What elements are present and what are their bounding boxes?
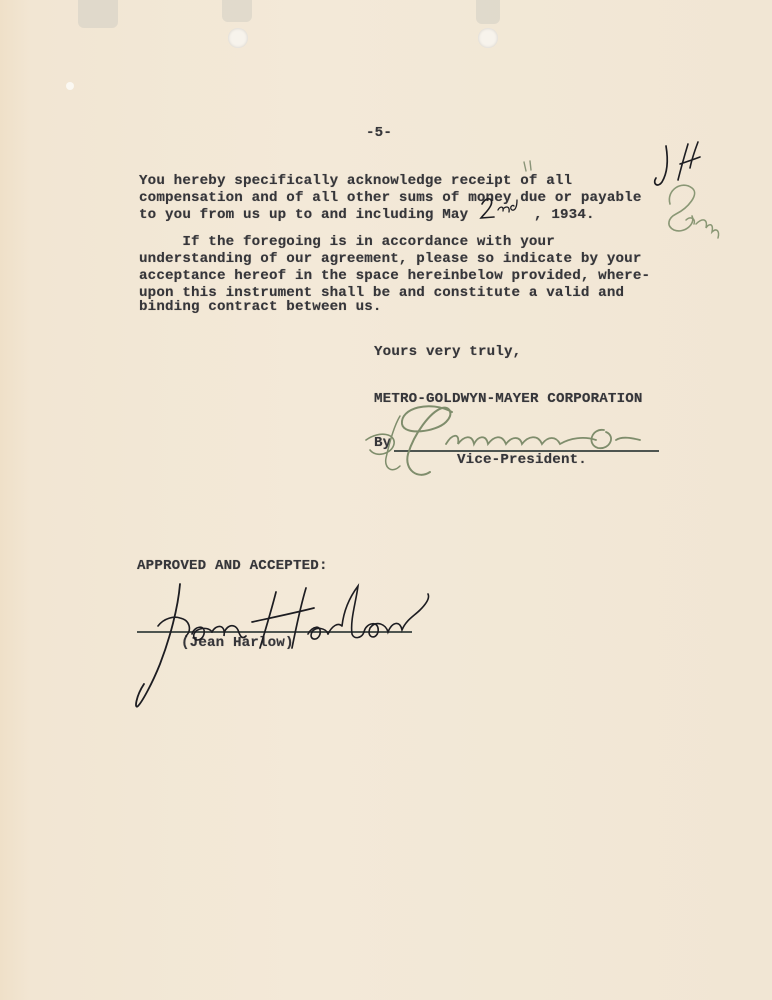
page-number: -5- [366, 125, 392, 141]
approved-label: APPROVED AND ACCEPTED: [137, 558, 328, 574]
punch-hole [228, 28, 248, 48]
handwritten-date [478, 196, 526, 222]
closing: Yours very truly, [374, 344, 522, 360]
paper-stain [476, 0, 500, 24]
paragraph2-line3: acceptance hereof in the space hereinbelow provided, where- [139, 268, 651, 284]
jean-harlow-signature [130, 578, 440, 714]
paper-stain [222, 0, 252, 22]
vice-president-title: Vice-President. [457, 452, 587, 468]
company-name: METRO-GOLDWYN-MAYER CORPORATION [374, 391, 643, 407]
ink-tick-mark [521, 160, 537, 174]
paragraph2-line1: If the foregoing is in accordance with your [139, 234, 555, 250]
paragraph1-line2: compensation and of all other sums of money due or payable [139, 190, 642, 206]
officer-signature [360, 400, 660, 486]
paragraph2-line2: understanding of our agreement, please so indicate by your [139, 251, 642, 267]
paragraph1-line1: You hereby specifically acknowledge receipt of all [139, 173, 573, 189]
paragraph1-line3-end: , 1934. [534, 207, 595, 223]
paper-stain [78, 0, 118, 28]
paragraph1-line3: to you from us up to and including May [139, 207, 469, 223]
paragraph2-line4: upon this instrument shall be and constitute a valid and [139, 285, 625, 301]
paper-spot [66, 82, 74, 90]
by-label: By [374, 435, 392, 451]
paragraph2-line5: binding contract between us. [139, 299, 382, 315]
punch-hole [478, 28, 498, 48]
green-margin-initials [662, 180, 726, 246]
signer-name: (Jean Harlow) [181, 635, 294, 651]
